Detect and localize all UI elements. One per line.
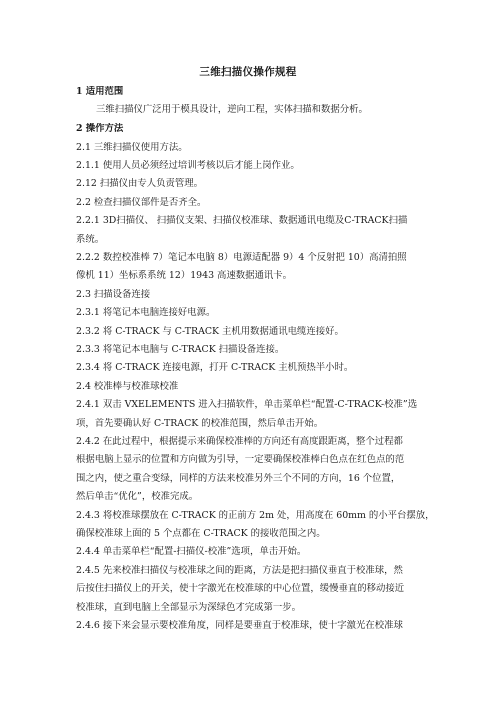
paragraph-line: 2.4.6 接下来会显示要校准角度，同样是要垂直于校准球，使十字激光在校准球 [76,620,403,631]
paragraph-line: 2.4.1 双击 VXELEMENTS 进入扫描软件，单击菜单栏“配置-C-TRACK-校准”选 [76,399,418,410]
section-heading: 1 适用范围 [76,86,124,97]
section-heading: 2 操作方法 [76,123,124,134]
paragraph-line: 系统。 [76,234,105,245]
paragraph-line: 2.2.2 数控校准棒 7）笔记本电脑 8）电源适配器 9）4 个反射把 10）高清拍照 [76,252,407,263]
paragraph-line: 像机 11）坐标系系统 12）1943 高速数据通讯卡。 [76,270,293,281]
paragraph-line: 2.12 扫描仪由专人负责管理。 [76,178,203,189]
paragraph-line: 校准球，直到电脑上全部显示为深绿色才完成第一步。 [76,602,302,613]
paragraph-line: 2.1 三维扫描仪使用方法。 [76,142,188,153]
paragraph-line: 2.3.4 将 C-TRACK 连接电源，打开 C-TRACK 主机预热半小时。 [76,362,354,373]
paragraph-line: 2.4 校准棒与校准球校准 [76,381,179,392]
paragraph-line: 2.4.5 先来校准扫描仪与校准球之间的距离，方法是把扫描仪垂直于校准球，然 [76,565,403,576]
paragraph-line: 根据电脑上显示的位置和方向做为引导，一定要确保校准棒白色点在红色点的范 [76,454,405,465]
paragraph-line: 2.3.3 将笔记本电脑与 C-TRACK 扫描设备连接。 [76,344,285,355]
paragraph-line: 三维扫描仪广泛用于模具设计，逆向工程，实体扫描和数据分析。 [96,104,368,115]
paragraph-line: 2.4.4 单击菜单栏“配置-扫描仪-校准”选项，单击开始。 [76,546,307,557]
paragraph-line: 确保校准球上面的 5 个点都在 C-TRACK 的接收范围之内。 [76,528,326,539]
paragraph-line: 然后单击“优化”，校准完成。 [76,491,199,502]
paragraph-line: 2.4.2 在此过程中，根据提示来确保校准棒的方向还有高度跟距离，整个过程都 [76,436,403,447]
paragraph-line: 2.3.1 将笔记本电脑连接好电源。 [76,307,216,318]
paragraph-line: 2.3 扫描设备连接 [76,289,151,300]
paragraph-line: 2.3.2 将 C-TRACK 与 C-TRACK 主机用数据通讯电缆连接好。 [76,326,344,337]
paragraph-line: 2.2 检查扫描仪部件是否齐全。 [76,197,207,208]
paragraph-line: 2.2.1 3D扫描仪、 扫描仪支架、扫描仪校准球、数据通讯电缆及C-TRACK扫描 [76,215,408,226]
paragraph-line: 围之内，使之重合变绿，同样的方法来校准另外三个不同的方向，16 个位置， [76,473,401,484]
paragraph-line: 2.1.1 使用人员必须经过培训考核以后才能上岗作业。 [76,160,300,171]
paragraph-line: 2.4.3 将校准球摆放在 C-TRACK 的正前方 2m 处，用高度在 60mm 的小平台摆放， [76,510,435,521]
paragraph-line: 项，首先要确认好 C-TRACK 的校准范围，然后单击开始。 [76,418,324,429]
paragraph-line: 后按住扫描仪上的开关，使十字激光在校准球的中心位置，缓慢垂直的移动接近 [76,583,405,594]
document-title: 三维扫描仪操作规程 [199,66,297,78]
